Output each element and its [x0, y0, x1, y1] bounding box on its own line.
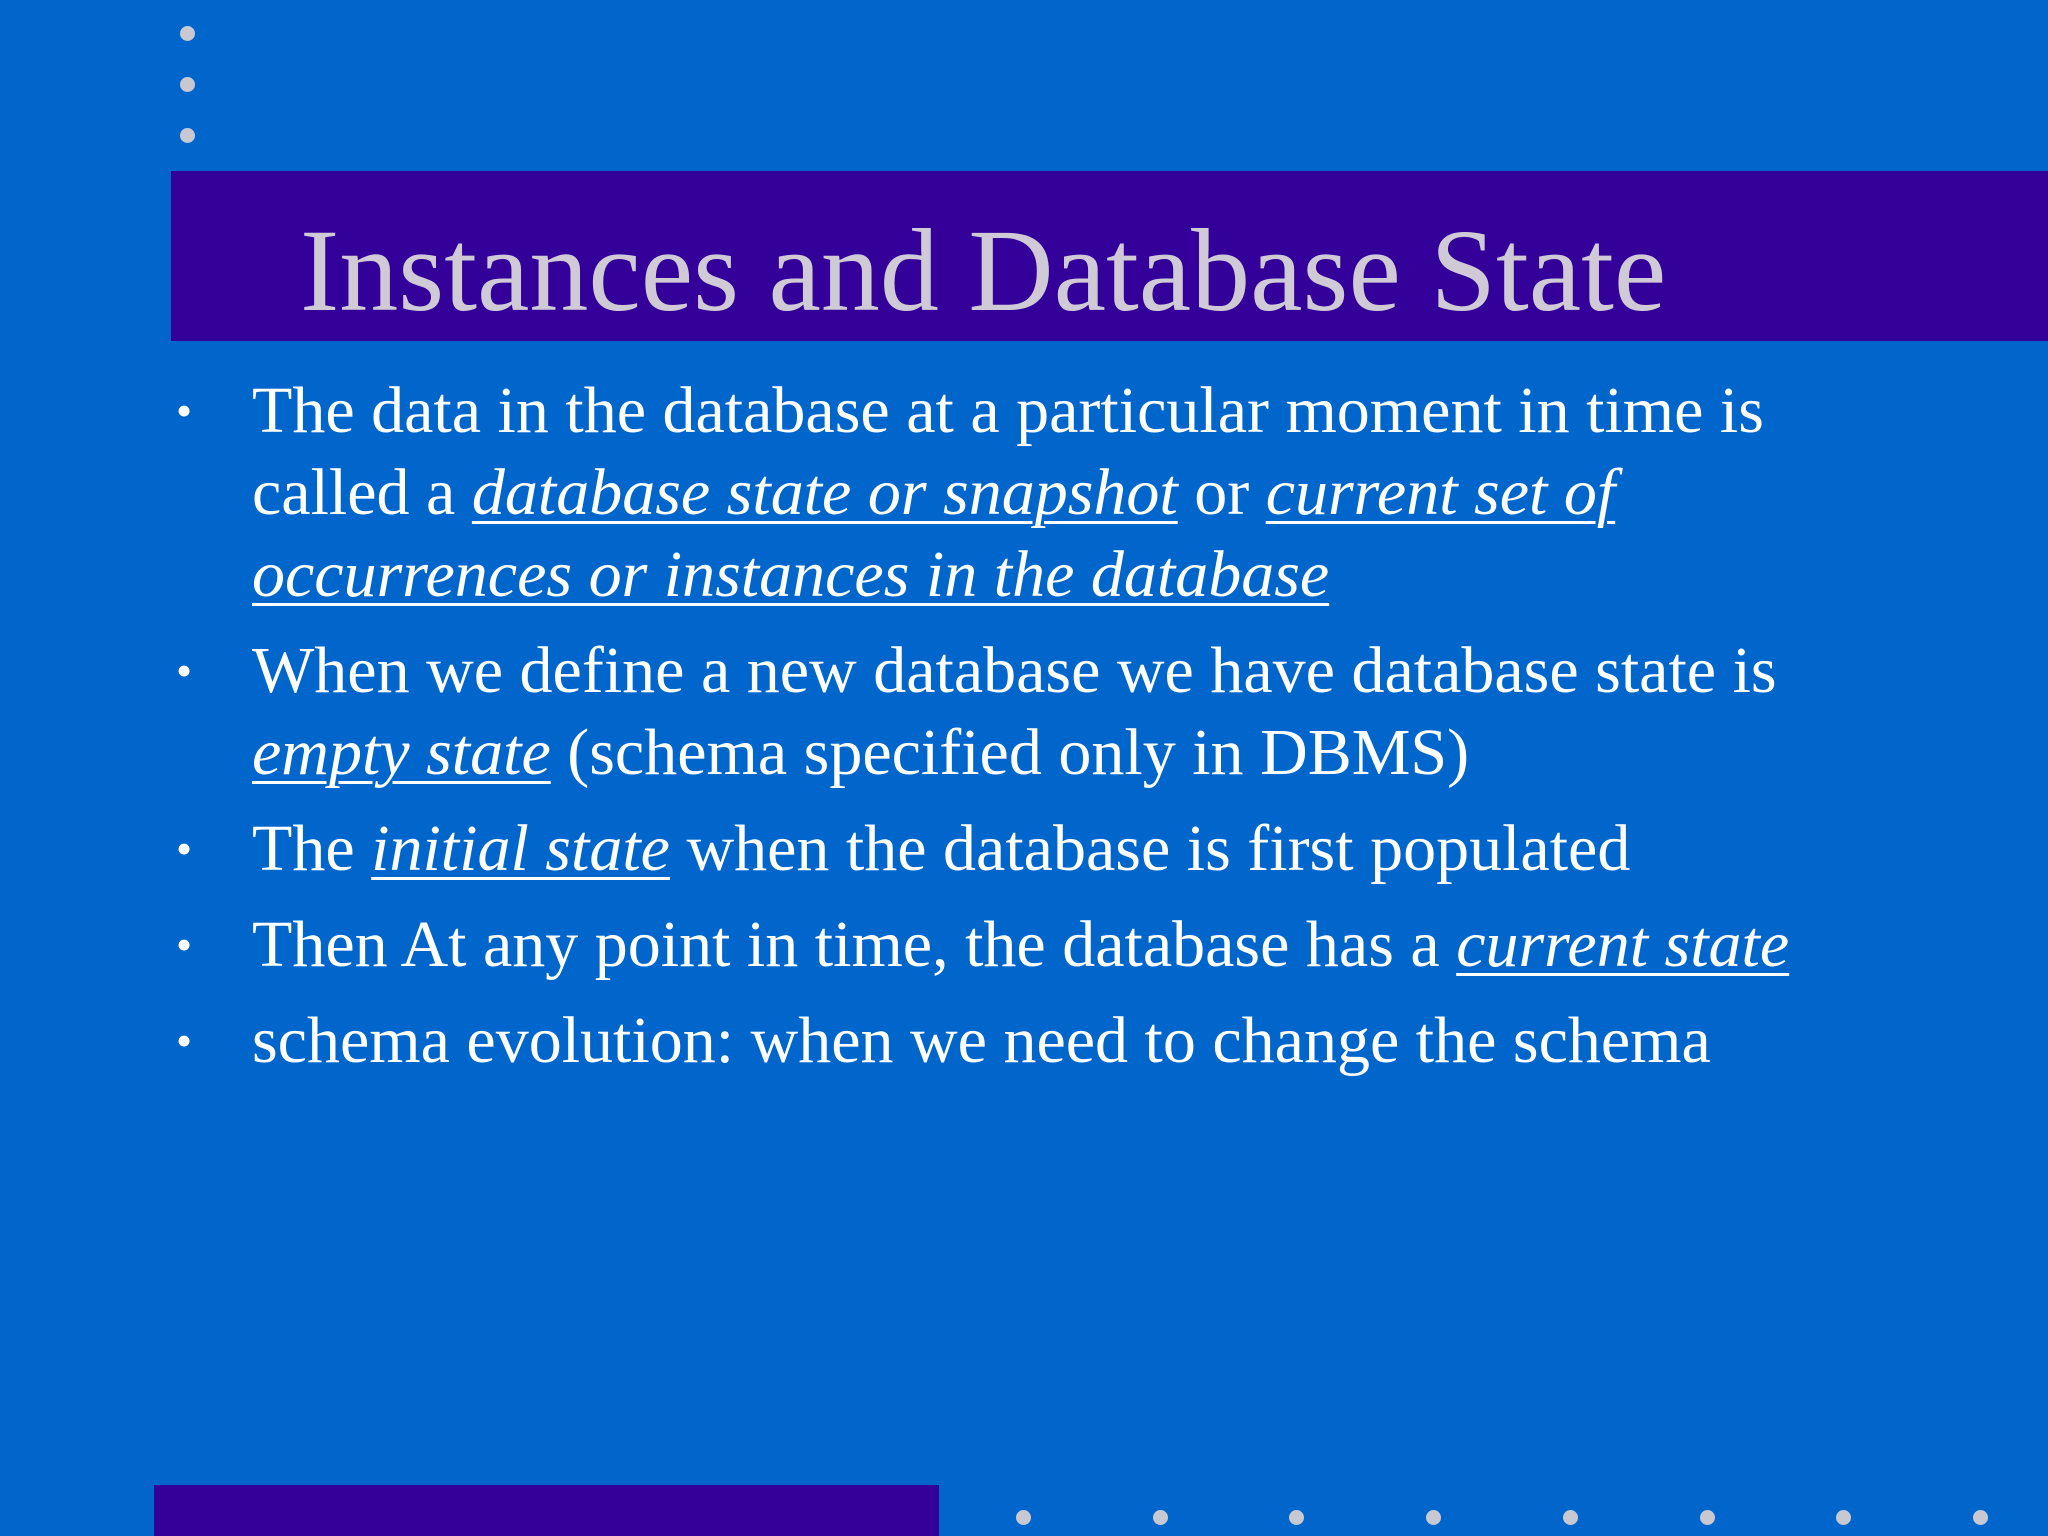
decorative-dot [1563, 1510, 1578, 1525]
bullet-text: When we define a new database we have database state is [252, 634, 1777, 707]
bullet-text: Then At any point in time, the database has a [252, 908, 1457, 981]
slide-title: Instances and Database State [300, 205, 1667, 336]
bullet-text: or [1177, 456, 1266, 529]
decorative-dot [1016, 1510, 1031, 1525]
bullet-icon: • [176, 385, 193, 436]
bullet-text: The [252, 812, 372, 885]
bullet-icon: • [176, 919, 193, 970]
bullet-icon: • [176, 645, 193, 696]
decorative-dot [1426, 1510, 1441, 1525]
key-term: current set of occurrences or instances in the database [252, 456, 1616, 611]
key-term: database state or snapshot [471, 456, 1178, 529]
key-term: empty state [252, 716, 551, 789]
decorative-dot [1289, 1510, 1304, 1525]
bullet-item [176, 1000, 1876, 1082]
bullet-item [176, 630, 1876, 794]
decorative-dot [180, 128, 195, 143]
bottom-band [154, 1485, 939, 1536]
bullet-text: when the database is first populated [669, 812, 1631, 885]
decorative-dot [180, 26, 195, 41]
bullet-item [176, 370, 1876, 616]
decorative-dot [180, 77, 195, 92]
bullet-list [176, 370, 1876, 1096]
decorative-dot [1700, 1510, 1715, 1525]
bullet-icon: • [176, 823, 193, 874]
decorative-dot [1153, 1510, 1168, 1525]
bullet-text: (schema specified only in DBMS) [550, 716, 1470, 789]
decorative-dot [1836, 1510, 1851, 1525]
bullet-item [176, 808, 1876, 890]
bullet-item [176, 904, 1876, 986]
bullet-text: The data in the database at a particular moment in time is called a [252, 374, 1764, 529]
bullet-text: schema evolution: when we need to change the schema [252, 1004, 1711, 1077]
key-term: initial state [371, 812, 670, 885]
key-term: current state [1456, 908, 1790, 981]
bullet-icon: • [176, 1015, 193, 1066]
decorative-dot [1973, 1510, 1988, 1525]
